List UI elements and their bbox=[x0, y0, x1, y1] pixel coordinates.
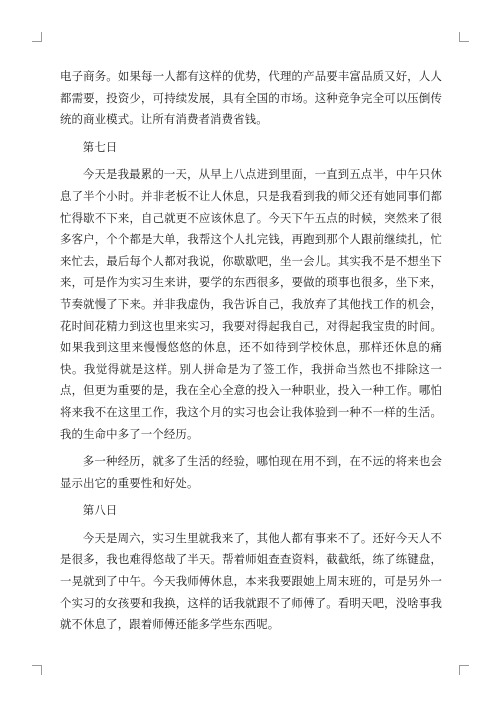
paragraph-day-7: 今天是我最累的一天，从早上八点进到里面，一直到五点半，中午只休息了半个小时。并非老板不让人休息，只是我看到我的师父还有她同事们都忙得歇不下来，自己就更不应该休息了。今天下午五点的时候，突然来了很多客户，个个都是大单，我帮这个人扎完钱，再跑到那个人跟前继续扎，忙来忙去，最后每个人都对我说，你歇歇吧，坐一会儿。其实我不是不想坐下来，可是作为实习生来讲，要学的东西很多，要做的琐事也很多，坐下来，节奏就慢了下来。并非我虚伪，我告诉自己，我放弃了其他找工作的机会，花时间花精力到这也里来实习，我要对得起我自己，对得起我宝贵的时间。如果我到这里来慢慢悠悠的休息，还不如待到学校休息，那样还休息的痛快。我觉得就是这样。别人拼命是为了签工作，我拼命当然也不排除这一点，但更为重要的是，我在全心全意的投入一种职业，投入一种工作。哪怕将来我不在这里工作，我这个月的实习也会让我体验到一种不一样的生活。我的生命中多了一个经历。 bbox=[60, 167, 442, 441]
crop-mark-bottom-left bbox=[32, 665, 42, 675]
section-heading-day-8: 第八日 bbox=[82, 503, 118, 518]
paragraph-intro: 电子商务。如果每一人都有这样的优势，代理的产品要丰富品质又好，人人都需要，投资少，可持续发展，具有全国的市场。这种竞争完全可以压倒传统的商业模式。让所有消费者消费省钱。 bbox=[60, 69, 442, 127]
crop-mark-top-left bbox=[32, 32, 42, 42]
paragraph-day-8: 今天是周六，实习生里就我来了，其他人都有事来不了。还好今天人不是很多，我也难得悠哉了半天。帮着师姐查查资料，截截纸，练了练键盘，一晃就到了中午。今天我师傅休息，本来我要跟她上周末班的，可是另外一个实习的女孩要和我换，这样的话我就跟不了师傅了。看明天吧，没啥事我就不休息了，跟着师傅还能多学些东西呢。 bbox=[60, 530, 442, 632]
paragraph-day-7-conclusion: 多一种经历，就多了生活的经验，哪怕现在用不到，在不远的将来也会显示出它的重要性和好处。 bbox=[60, 454, 442, 490]
crop-mark-top-right bbox=[459, 32, 469, 42]
document-body bbox=[60, 66, 442, 636]
crop-mark-bottom-right bbox=[459, 665, 469, 675]
section-heading-day-7: 第七日 bbox=[82, 139, 118, 154]
